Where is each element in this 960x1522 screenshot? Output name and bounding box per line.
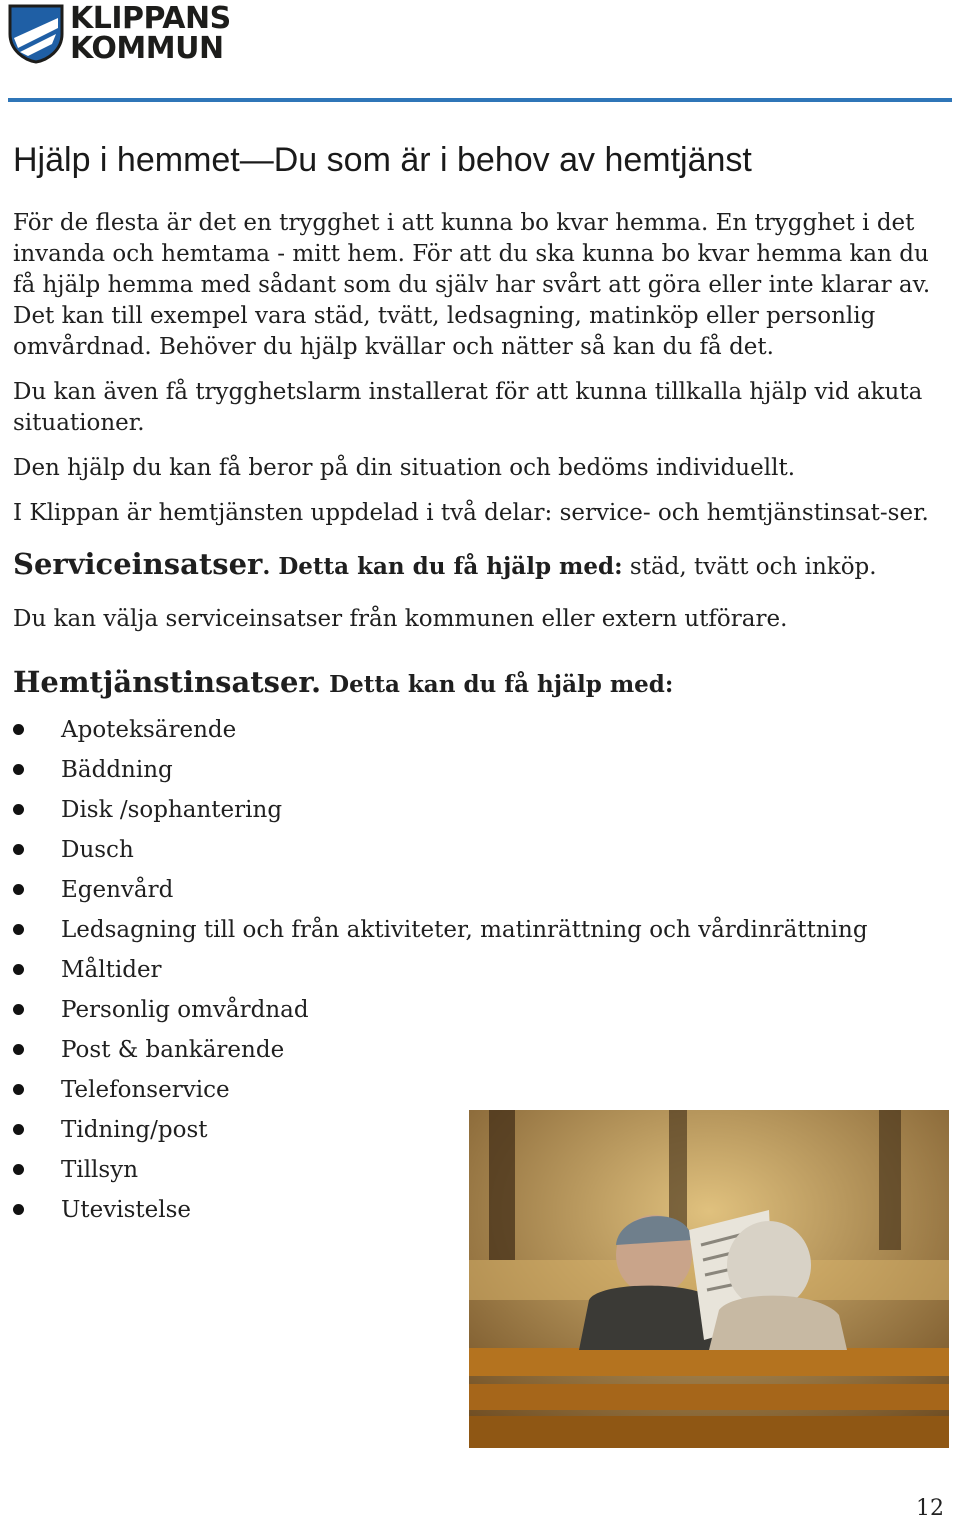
service-section xyxy=(13,545,943,588)
bullet-icon xyxy=(13,764,24,775)
intro-paragraph: För de flesta är det en trygghet i att kunna bo kvar hemma. En trygghet i det invanda och hemtama - mitt hem. För att du ska kunna bo kvar hemma kan du få hjälp hemma med sådant som du själv har svårt att göra eller inte klarar av. Det kan till exempel vara städ, tvätt, ledsagning, matinköp eller personlig omvårdnad. Behöver du hjälp kvällar och nätter så kan du få det. xyxy=(13,210,931,360)
bullet-icon xyxy=(13,1004,24,1015)
bullet-icon xyxy=(13,1204,24,1215)
list-item: Disk /sophantering xyxy=(13,790,943,830)
service-note: Du kan välja serviceinsatser från kommunen eller extern utförare. xyxy=(13,606,788,632)
bullet-icon xyxy=(13,1084,24,1095)
bullet-icon xyxy=(13,844,24,855)
list-item: Egenvård xyxy=(13,870,943,910)
list-item: Utevistelse xyxy=(13,1190,943,1230)
list-item: Personlig omvårdnad xyxy=(13,990,943,1030)
logo-line-2: KOMMUN xyxy=(70,31,224,66)
service-body: städ, tvätt och inköp. xyxy=(622,554,877,580)
list-item: Ledsagning till och från aktiviteter, matinrättning och vårdinrättning xyxy=(13,910,943,950)
service-heading: Serviceinsatser xyxy=(13,547,263,581)
list-item: Tidning/post xyxy=(13,1110,943,1150)
bullet-icon xyxy=(13,964,24,975)
bullet-icon xyxy=(13,884,24,895)
page-title: Hjälp i hemmet—Du som är i behov av hemtjänst xyxy=(13,141,752,179)
list-item: Telefonservice xyxy=(13,1070,943,1110)
division-paragraph: I Klippan är hemtjänsten uppdelad i två delar: service- och hemtjänstinsat-ser. xyxy=(13,500,929,526)
header-divider xyxy=(8,98,952,102)
page-header xyxy=(0,0,960,104)
logo-line-1: KLIPPANS xyxy=(70,1,231,36)
klippans-kommun-logo xyxy=(8,1,231,66)
service-subheading: . Detta kan du få hjälp med: xyxy=(262,553,623,580)
assessment-paragraph: Den hjälp du kan få beror på din situation och bedöms individuellt. xyxy=(13,455,795,481)
list-item: Post & bankärende xyxy=(13,1030,943,1070)
bullet-icon xyxy=(13,724,24,735)
hemtjanst-heading: Hemtjänstinsatser. xyxy=(13,665,322,699)
page-number: 12 xyxy=(916,1496,944,1521)
bullet-icon xyxy=(13,924,24,935)
elderly-couple-on-bench-photo xyxy=(469,1110,949,1448)
municipal-shield-icon xyxy=(8,4,64,64)
photo-illustration xyxy=(469,1110,949,1448)
bullet-icon xyxy=(13,804,24,815)
list-item: Apoteksärende xyxy=(13,710,943,750)
list-item: Bäddning xyxy=(13,750,943,790)
bullet-icon xyxy=(13,1044,24,1055)
list-item: Tillsyn xyxy=(13,1150,943,1190)
document-body xyxy=(13,138,943,1230)
list-item: Måltider xyxy=(13,950,943,990)
hemtjanst-subheading: Detta kan du få hjälp med: xyxy=(321,671,674,698)
bullet-icon xyxy=(13,1124,24,1135)
alarm-paragraph: Du kan även få trygghetslarm installerat för att kunna tillkalla hjälp vid akuta situationer. xyxy=(13,379,923,436)
hemtjanst-section xyxy=(13,663,943,706)
list-item: Dusch xyxy=(13,830,943,870)
bullet-icon xyxy=(13,1164,24,1175)
